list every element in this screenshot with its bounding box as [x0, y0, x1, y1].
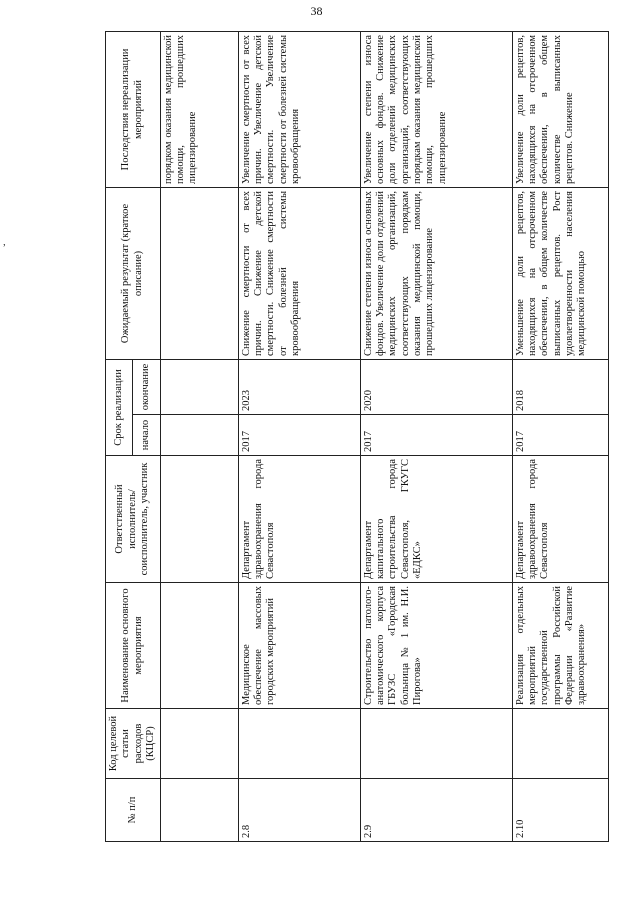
cell-name: Реализация отдельных мероприятий государственной программы Российской Федерации «Развитие здравоохранения» [512, 583, 608, 709]
table-row [160, 31, 238, 841]
cell-end: 2020 [360, 359, 512, 414]
cell-start: 2017 [360, 415, 512, 456]
cell-num [160, 779, 238, 842]
header-term: Срок реализации [106, 359, 133, 455]
cell-executor: Департамент здравоохранения города Севастополя [238, 456, 360, 583]
header-executor: Ответственный исполнитель/соисполнитель, участник [106, 456, 161, 583]
page-number: 38 [310, 4, 323, 18]
cell-end [160, 359, 238, 414]
table-row [360, 31, 512, 841]
program-measures-table [105, 31, 609, 842]
cell-consequences: порядком оказания медицинской помощи, прошедших лицензирование [160, 31, 238, 187]
cell-result [160, 187, 238, 359]
cell-result: Уменьшение доли рецептов, находящихся на отсроченном обеспечении, в общем количестве выписанных рецептов. Рост удовлетворенности населения медицинской помощью [512, 187, 608, 359]
rotated-table-container [105, 32, 589, 842]
header-consequences: Последствия нереализации мероприятий [106, 31, 161, 187]
header-num: № п/п [106, 779, 161, 842]
cell-end: 2018 [512, 359, 608, 414]
cell-result: Снижение смертности от всех причин. Снижение детской смертности. Снижение смертности от болезней системы кровообращения [238, 187, 360, 359]
table-header-row [106, 31, 133, 841]
cell-consequences: Увеличение смертности от всех причин. Увеличение детской смертности. Увеличение смертности от болезней системы кровообращения [238, 31, 360, 187]
cell-executor [160, 456, 238, 583]
cell-name: Строительство патолого-анатомического корпуса ГБУЗС «Городская больница № 1 им. Н.И. Пирогова» [360, 583, 512, 709]
header-term-start: начало [133, 415, 160, 456]
cell-code [360, 709, 512, 779]
cell-num: 2.10 [512, 779, 608, 842]
cell-code [512, 709, 608, 779]
header-result: Ожидаемый результат (краткое описание) [106, 187, 161, 359]
cell-result: Снижение степени износа основных фондов. Увеличение доли отделений медицинских организаций, соответствующих порядкам оказания медицинской помощи, прошедших лицензирование [360, 187, 512, 359]
cell-executor: Департамент здравоохранения города Севастополя [512, 456, 608, 583]
cell-start: 2017 [238, 415, 360, 456]
cell-executor: Департамент капитального строительства города Севастополя, ГКУГС «ЕДКС» [360, 456, 512, 583]
cell-start: 2017 [512, 415, 608, 456]
table-row [512, 31, 608, 841]
cell-code [238, 709, 360, 779]
header-code: Код целевой статьи расходов (КЦСР) [106, 709, 161, 779]
scan-artifact: , [3, 236, 6, 248]
cell-start [160, 415, 238, 456]
header-term-end: окончание [133, 359, 160, 414]
cell-num: 2.8 [238, 779, 360, 842]
table-row [238, 31, 360, 841]
cell-code [160, 709, 238, 779]
cell-name: Медицинское обеспечение массовых городских мероприятий [238, 583, 360, 709]
cell-consequences: Увеличение доли рецептов, находящихся на отсроченном обеспечении, в общем количестве выписанных рецептов. Снижение [512, 31, 608, 187]
cell-name [160, 583, 238, 709]
header-name: Наименование основного мероприятия [106, 583, 161, 709]
cell-consequences: Увеличение степени износа основных фондов. Снижение доли отделений медицинских организаций, соответствующих порядкам оказания медицинской помощи, прошедших лицензирование [360, 31, 512, 187]
cell-num: 2.9 [360, 779, 512, 842]
cell-end: 2023 [238, 359, 360, 414]
